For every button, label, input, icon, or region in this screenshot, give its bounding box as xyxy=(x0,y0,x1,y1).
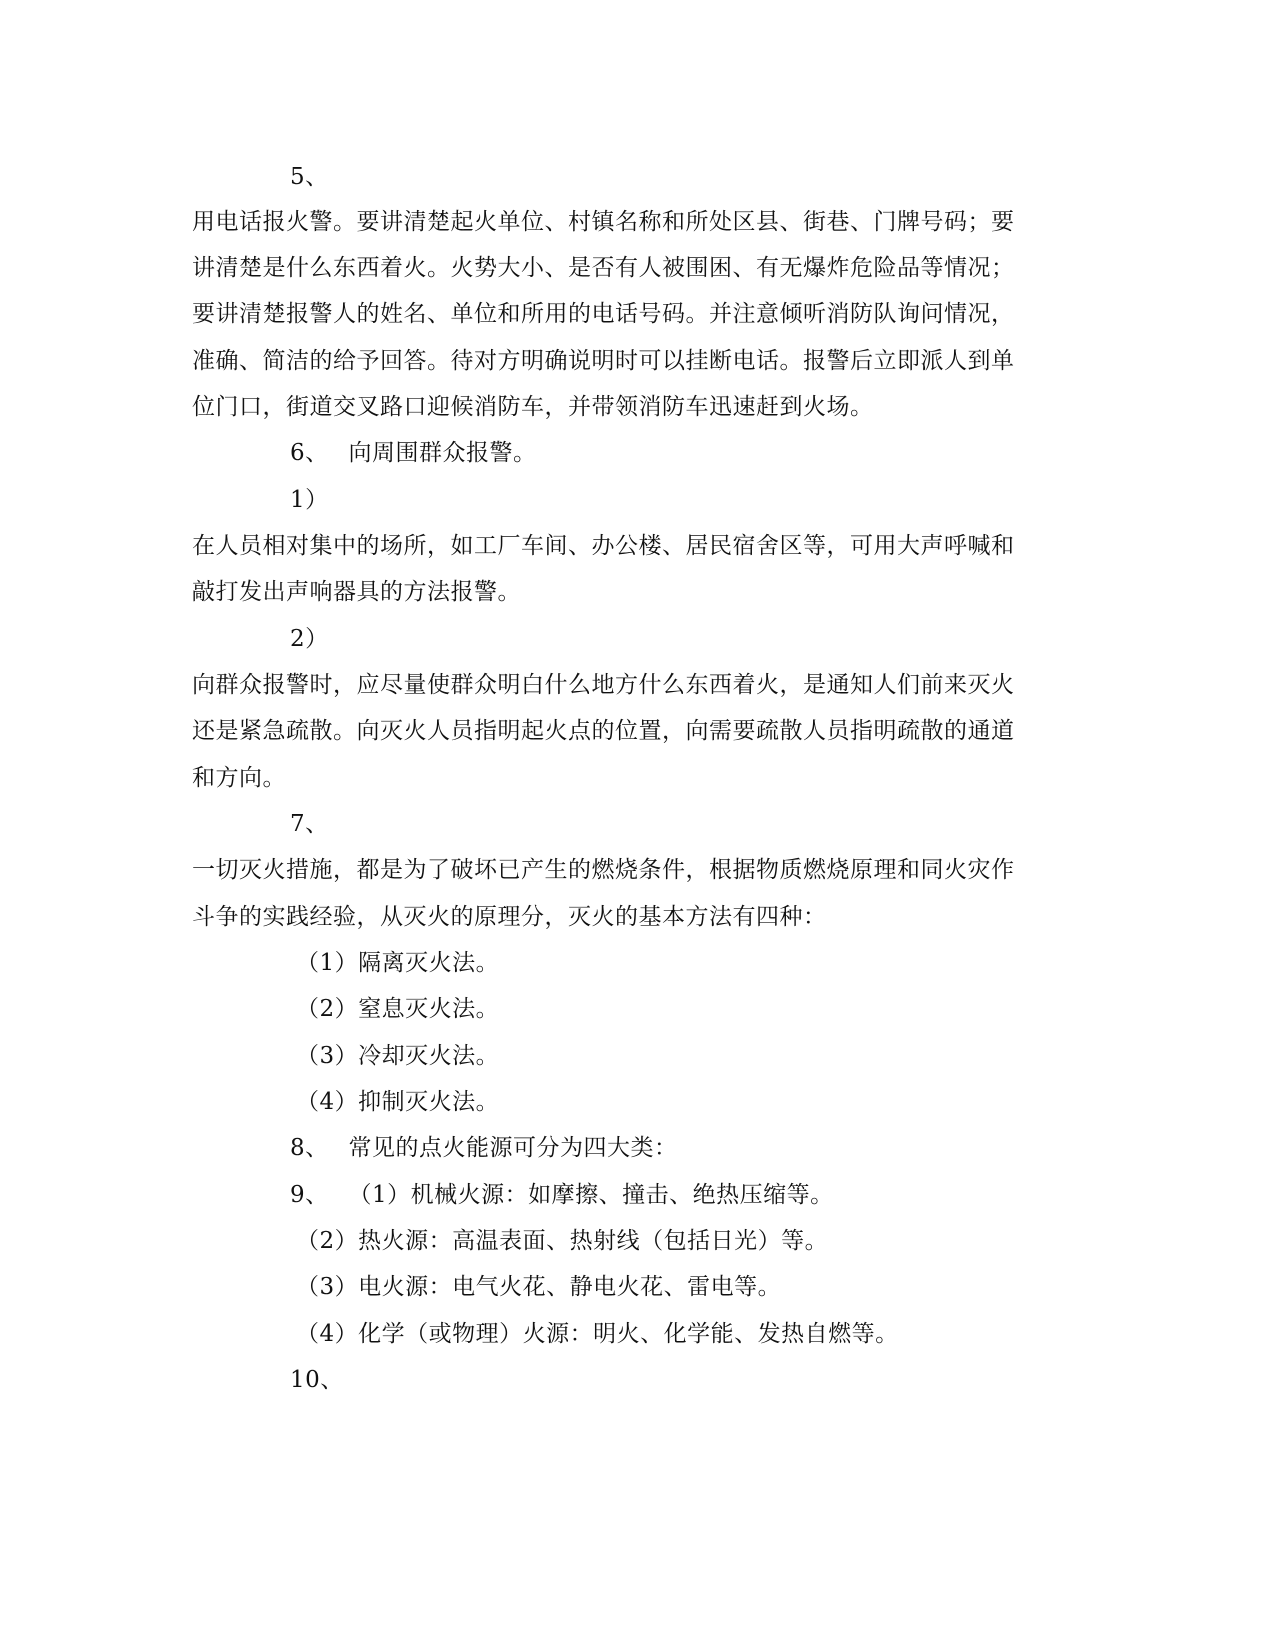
list-item: （4）化学（或物理）火源：明火、化学能、发热自燃等。 xyxy=(296,1321,899,1347)
item-heading: 8、 常见的点火能源可分为四大类： xyxy=(290,1135,678,1161)
paragraph-line: 准确、简洁的给予回答。待对方明确说明时可以挂断电话。报警后立即派人到单 xyxy=(192,348,1015,374)
list-item: （3）冷却灭火法。 xyxy=(296,1043,500,1069)
paragraph-line: 在人员相对集中的场所，如工厂车间、办公楼、居民宿舍区等，可用大声呼喊和 xyxy=(192,533,1015,559)
item-number: 7、 xyxy=(290,811,329,837)
list-item: （1）隔离灭火法。 xyxy=(296,950,500,976)
paragraph-line: 和方向。 xyxy=(192,765,286,791)
item-heading: 6、 向周围群众报警。 xyxy=(290,440,537,466)
list-item: （3）电火源：电气火花、静电火花、雷电等。 xyxy=(296,1274,782,1300)
item-number: 1） xyxy=(290,487,329,513)
paragraph-line: 位门口，街道交叉路口迎候消防车，并带领消防车迅速赶到火场。 xyxy=(192,394,874,420)
paragraph-line: 讲清楚是什么东西着火。火势大小、是否有人被围困、有无爆炸危险品等情况； xyxy=(192,255,1015,281)
item-number: 10、 xyxy=(290,1367,344,1393)
paragraph-line: 要讲清楚报警人的姓名、单位和所用的电话号码。并注意倾听消防队询问情况， xyxy=(192,301,1015,327)
paragraph-line: 敲打发出声响器具的方法报警。 xyxy=(192,579,521,605)
item-heading: 9、 （1）机械火源：如摩擦、撞击、绝热压缩等。 xyxy=(290,1182,834,1208)
paragraph-line: 还是紧急疏散。向灭火人员指明起火点的位置，向需要疏散人员指明疏散的通道 xyxy=(192,718,1015,744)
paragraph-line: 用电话报火警。要讲清楚起火单位、村镇名称和所处区县、街巷、门牌号码；要 xyxy=(192,209,1015,235)
paragraph-line: 向群众报警时，应尽量使群众明白什么地方什么东西着火，是通知人们前来灭火 xyxy=(192,672,1015,698)
paragraph-line: 斗争的实践经验，从灭火的原理分，灭火的基本方法有四种： xyxy=(192,904,827,930)
paragraph-line: 一切灭火措施，都是为了破坏已产生的燃烧条件，根据物质燃烧原理和同火灾作 xyxy=(192,857,1015,883)
item-number: 2） xyxy=(290,626,329,652)
item-number: 5、 xyxy=(290,164,329,190)
list-item: （2）窒息灭火法。 xyxy=(296,996,500,1022)
list-item: （4）抑制灭火法。 xyxy=(296,1089,500,1115)
list-item: （2）热火源：高温表面、热射线（包括日光）等。 xyxy=(296,1228,829,1254)
